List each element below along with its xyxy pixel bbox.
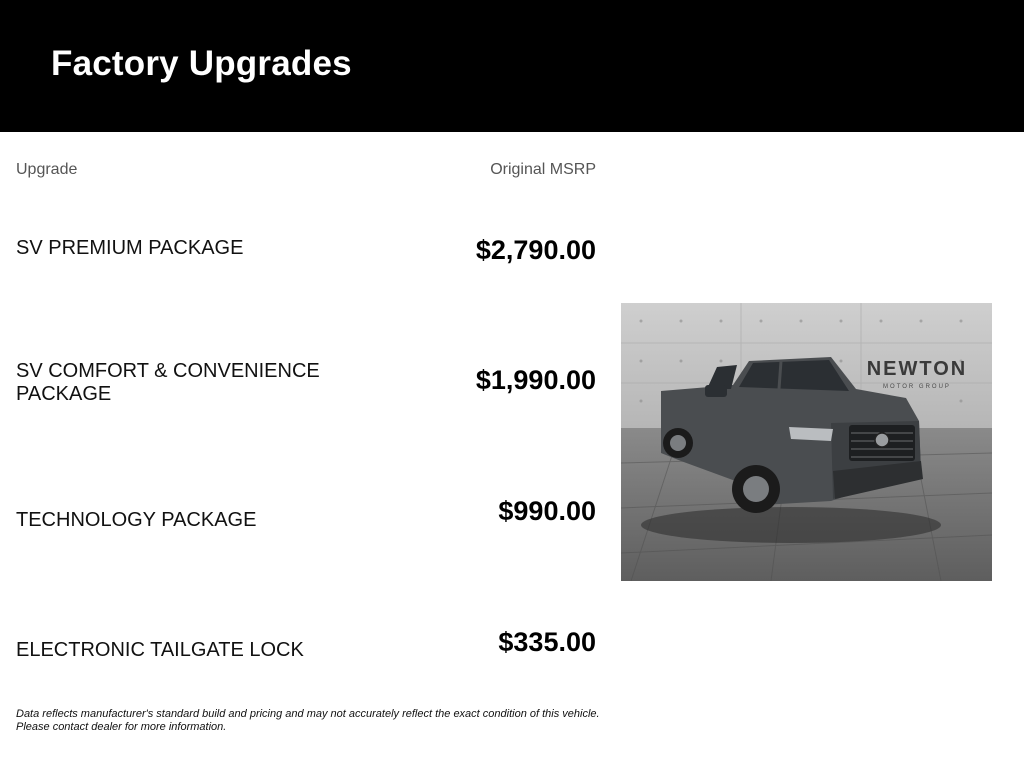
disclaimer-line: Data reflects manufacturer's standard build and pricing and may not accurately reflect the exact condition of this vehicle. [16, 708, 600, 720]
page-header [0, 0, 1024, 132]
vehicle-photo [621, 303, 992, 581]
upgrade-name: ELECTRONIC TAILGATE LOCK [16, 639, 304, 661]
column-header-upgrade: Upgrade [16, 161, 78, 178]
disclaimer-line: Please contact dealer for more information. [16, 721, 227, 733]
upgrade-price: $990.00 [498, 496, 596, 526]
upgrade-name: TECHNOLOGY PACKAGE [16, 509, 257, 531]
truck-image [621, 303, 992, 581]
brand-logo-text: NEWTON [866, 358, 968, 380]
upgrade-price: $1,990.00 [475, 365, 596, 395]
upgrade-price: $335.00 [498, 627, 596, 657]
column-header-msrp: Original MSRP [490, 161, 596, 178]
upgrade-name: SV PREMIUM PACKAGE [16, 237, 244, 259]
upgrade-price: $2,790.00 [475, 235, 596, 265]
page-title: Factory Upgrades [51, 44, 352, 83]
brand-logo-subtext: MOTOR GROUP [883, 384, 951, 390]
disclaimer [16, 708, 616, 734]
upgrade-name: SV COMFORT & CONVENIENCE PACKAGE [16, 360, 320, 405]
